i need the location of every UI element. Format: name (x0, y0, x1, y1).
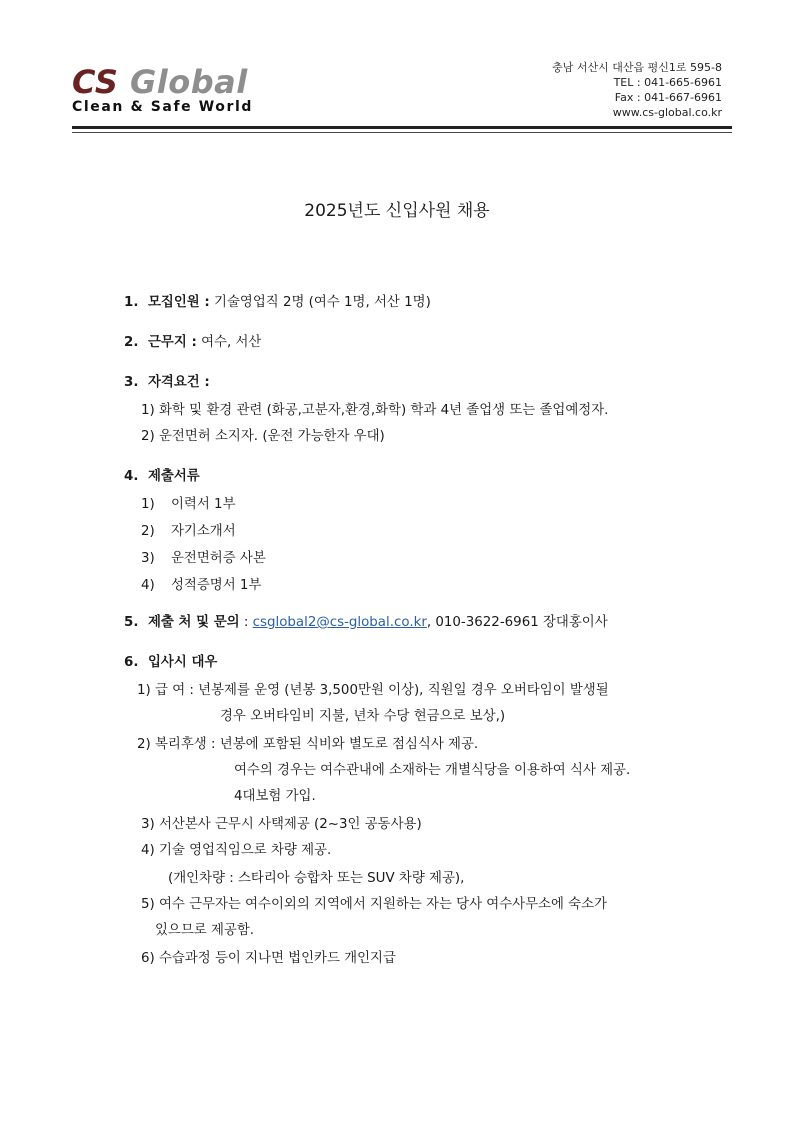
section-heading: 자격요건 : (148, 375, 210, 390)
section-qualifications (124, 372, 210, 394)
list-item: 1) 화학 및 환경 관련 (화공,고분자,환경,화학) 학과 4년 졸업생 또는 졸업예정자. (141, 403, 609, 418)
section-heading: 제출서류 (148, 469, 200, 484)
company-address: 충남 서산시 대산읍 평신1로 595-8 (552, 61, 722, 74)
section-number: 5. (124, 615, 139, 630)
section-number: 2. (124, 335, 139, 350)
benefit-line: (개인차량 : 스타리아 승합차 또는 SUV 차량 제공), (168, 871, 465, 886)
section-number: 6. (124, 655, 139, 670)
contact-email-link[interactable]: csglobal2@cs-global.co.kr (252, 615, 427, 630)
contact-phone: , 010-3622-6961 장대홍이사 (426, 615, 608, 630)
company-contact-block (552, 60, 722, 120)
benefit-line: 5) 여수 근무자는 여수이외의 지역에서 지원하는 자는 당사 여수사무소에 숙소가 (141, 897, 607, 912)
logo-cs: CS (72, 63, 119, 101)
company-fax: Fax : 041-667-6961 (614, 91, 722, 104)
benefit-line: 6) 수습과정 등이 지나면 법인카드 개인지급 (141, 951, 396, 966)
section-number: 3. (124, 375, 139, 390)
benefit-line: 있으므로 제공함. (155, 923, 255, 938)
benefit-line: 4대보험 가입. (234, 789, 316, 804)
section-benefits (124, 652, 217, 674)
list-item: 2) 자기소개서 (141, 524, 236, 539)
header-rule-thick (72, 126, 732, 129)
section-number: 1. (124, 295, 139, 310)
benefit-line: 4) 기술 영업직임으로 차량 제공. (141, 843, 332, 858)
company-tel: TEL : 041-665-6961 (613, 76, 722, 89)
list-item: 3) 운전면허증 사본 (141, 551, 266, 566)
section-heading: 근무지 : (148, 335, 197, 350)
section-workplace (124, 332, 261, 354)
header-rule-thin (72, 132, 732, 133)
benefit-line: 여수의 경우는 여수관내에 소재하는 개별식당을 이용하여 식사 제공. (234, 763, 631, 778)
benefit-line: 1) 급 여 : 년봉제를 운영 (년봉 3,500만원 이상), 직원일 경우 오버타임이 발생될 (137, 683, 609, 698)
section-heading: 모집인원 : (148, 295, 210, 310)
benefit-line: 2) 복리후생 : 년봉에 포함된 식비와 별도로 점심식사 제공. (137, 737, 479, 752)
list-item: 4) 성적증명서 1부 (141, 578, 262, 593)
logo-wordmark (72, 63, 253, 101)
section-number: 4. (124, 469, 139, 484)
section-text: 기술영업직 2명 (여수 1명, 서산 1명) (209, 295, 431, 310)
logo-tagline: Clean & Safe World (72, 99, 254, 115)
section-heading: 입사시 대우 (148, 655, 218, 670)
section-contact: 5. 제출 처 및 문의 : csglobal2@cs-global.co.kr, 010-3622-6961 장대홍이사 (124, 612, 608, 634)
section-text: 여수, 서산 (196, 335, 262, 350)
company-logo (72, 63, 254, 115)
benefit-line: 경우 오버타임비 지불, 년차 수당 현금으로 보상,) (220, 709, 506, 724)
company-website: www.cs-global.co.kr (612, 106, 722, 119)
section-recruit-count (124, 292, 431, 314)
benefit-line: 3) 서산본사 근무시 사택제공 (2~3인 공동사용) (141, 817, 422, 832)
list-item: 1) 이력서 1부 (141, 497, 236, 512)
document-title: 2025년도 신입사원 채용 (304, 201, 490, 221)
list-item: 2) 운전면허 소지자. (운전 가능한자 우대) (141, 429, 385, 444)
section-documents (124, 466, 200, 488)
section-heading: 제출 처 및 문의 (148, 615, 240, 630)
logo-global: Global (130, 63, 248, 101)
